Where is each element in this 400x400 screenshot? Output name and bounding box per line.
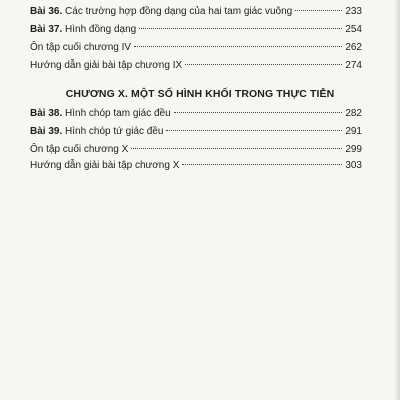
page-edge-shadow (394, 0, 400, 400)
toc-entry-review-chapter-x (30, 143, 362, 157)
dot-leader (131, 148, 342, 149)
lesson-title: Ôn tập cuối chương IV (30, 42, 132, 53)
toc-entry-label (30, 23, 136, 37)
toc-entry-lesson-39 (30, 125, 362, 139)
lesson-title: Hướng dẫn giải bài tập chương IX (30, 60, 183, 71)
lesson-number: Bài 37. (30, 24, 63, 35)
lesson-number: Bài 38. (30, 108, 63, 119)
toc-entry-lesson-36 (30, 5, 362, 19)
page-number: 254 (345, 24, 362, 35)
toc-entry-label (30, 5, 292, 19)
chapter-x-heading: CHƯƠNG X. MỘT SỐ HÌNH KHỐI TRONG THỰC TIỄN (65, 88, 335, 100)
dot-leader (166, 130, 342, 131)
lesson-title: Các trường hợp đồng dạng của hai tam giác vuông (65, 6, 293, 17)
dot-leader (174, 112, 343, 113)
page-number: 274 (345, 60, 362, 71)
toc-entry-review-chapter-iv (30, 41, 362, 55)
page-number: 291 (345, 126, 362, 137)
dot-leader (185, 64, 342, 65)
toc-entry-lesson-38 (30, 107, 362, 121)
toc-entry-solutions-chapter-x (30, 159, 362, 173)
lesson-number: Bài 36. (30, 6, 63, 17)
page-number: 303 (345, 160, 362, 171)
lesson-number: Bài 39. (30, 126, 63, 137)
dot-leader (295, 10, 342, 11)
toc-entry-lesson-37 (30, 23, 362, 37)
lesson-title: Hình chóp tứ giác đều (65, 126, 164, 137)
toc-entry-label (30, 107, 171, 121)
lesson-title: Ôn tập cuối chương X (30, 144, 129, 155)
page-number: 299 (345, 144, 362, 155)
dot-leader (134, 46, 342, 47)
toc-entry-solutions-chapter-ix (30, 59, 362, 73)
dot-leader (139, 28, 342, 29)
page-number: 282 (345, 108, 362, 119)
lesson-title: Hướng dẫn giải bài tập chương X (30, 160, 180, 171)
page-number: 233 (345, 6, 362, 17)
dot-leader (182, 164, 342, 165)
page-number: 262 (345, 42, 362, 53)
lesson-title: Hình đồng dạng (65, 24, 137, 35)
lesson-title: Hình chóp tam giác đều (65, 108, 171, 119)
toc-entry-label (30, 125, 163, 139)
